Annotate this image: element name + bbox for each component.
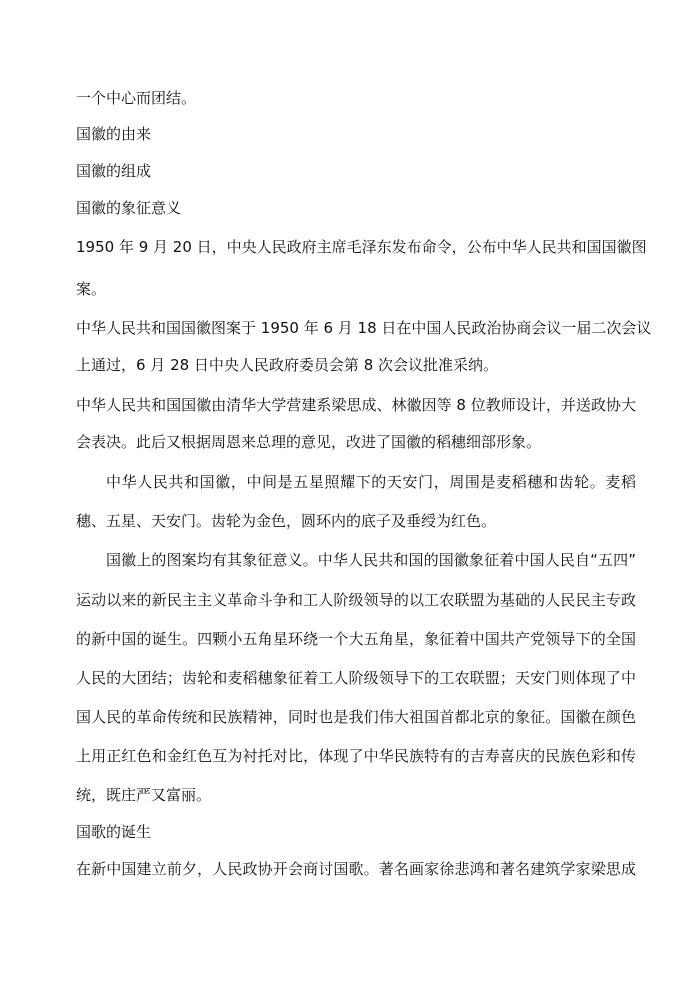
text-line: 穗、五星、天安门。齿轮为金色，圆环内的底子及垂绶为红色。 (76, 512, 497, 530)
section-heading: 国歌的诞生 (76, 823, 152, 841)
text-line: 中华人民共和国国徽图案于 1950 年 6 月 18 日在中国人民政治协商会议一届二次会议 (76, 319, 652, 337)
text-line: 案。 (76, 280, 107, 298)
text-line: 上通过，6 月 28 日中央人民政府委员会第 8 次会议批准采纳。 (76, 356, 499, 374)
text-line: 运动以来的新民主主义革命斗争和工人阶级领导的以工农联盟为基础的人民民主专政 (76, 591, 636, 609)
text-line: 统，既庄严又富丽。 (76, 786, 212, 804)
text-line: 1950 年 9 月 20 日，中央人民政府主席毛泽东发布命令，公布中华人民共和国国徽图 (76, 238, 647, 256)
text-line: 国徽上的图案均有其象征意义。中华人民共和国的国徽象征着中国人民自“五四” (106, 551, 636, 569)
section-heading: 国徽的由来 (76, 125, 152, 143)
text-line: 上用正红色和金红色互为衬托对比，体现了中华民族特有的吉寿喜庆的民族色彩和传 (76, 747, 636, 765)
text-line: 中华人民共和国国徽由清华大学营建系梁思成、林徽因等 8 位教师设计，并送政协大 (76, 396, 636, 414)
text-line: 国人民的革命传统和民族精神，同时也是我们伟大祖国首都北京的象征。国徽在颜色 (76, 708, 636, 726)
text-line: 中华人民共和国徽，中间是五星照耀下的天安门，周围是麦稻穗和齿轮。麦稻 (106, 473, 636, 491)
text-line: 在新中国建立前夕，人民政协开会商讨国歌。著名画家徐悲鸿和著名建筑学家梁思成 (76, 860, 636, 878)
section-heading: 国徽的组成 (76, 162, 152, 180)
text-line: 人民的大团结；齿轮和麦稻穗象征着工人阶级领导下的工农联盟；天安门则体现了中 (76, 669, 636, 687)
text-line: 的新中国的诞生。四颗小五角星环绕一个大五角星，象征着中国共产党领导下的全国 (76, 630, 636, 648)
text-line: 一个中心而团结。 (76, 89, 197, 107)
section-heading: 国徽的象征意义 (76, 199, 182, 217)
text-line: 会表决。此后又根据周恩来总理的意见，改进了国徽的稻穗细部形象。 (76, 433, 542, 451)
